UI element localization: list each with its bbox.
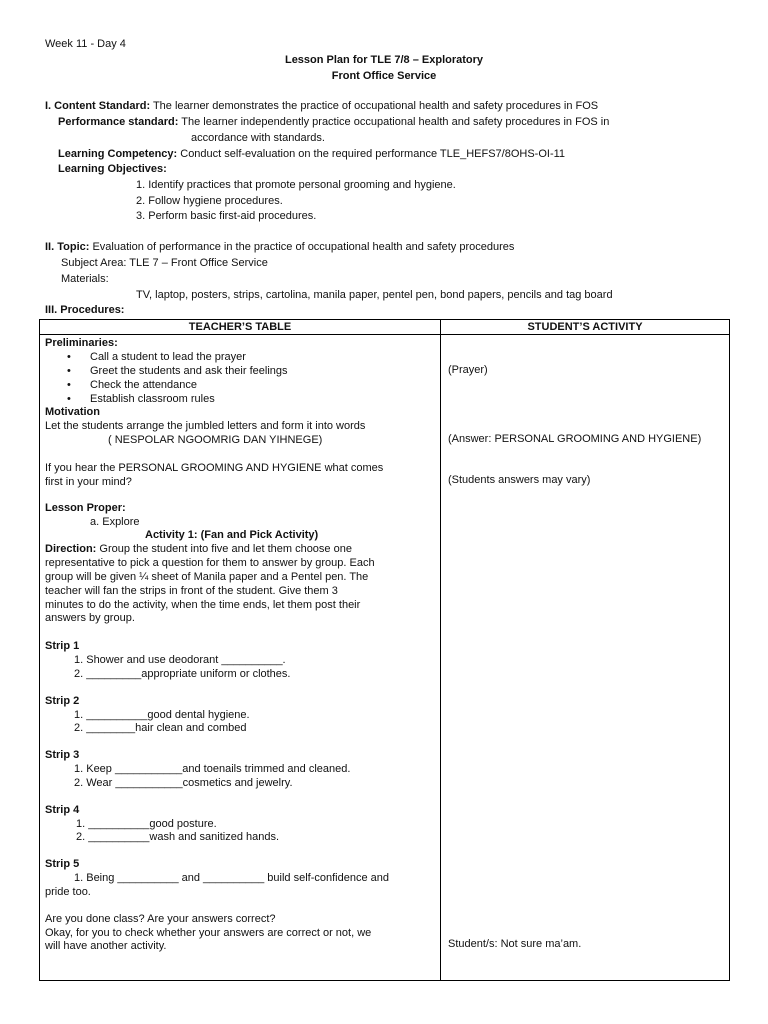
closing-text: Okay, for you to check whether your answers are correct or not, we	[45, 927, 372, 939]
performance-standard-label: Performance standard:	[58, 116, 179, 128]
closing-question: Are you done class? Are your answers correct?	[45, 913, 276, 925]
strip-item: 2. Wear ___________cosmetics and jewelry.	[74, 777, 293, 789]
strip-item: 2. ________hair clean and combed	[74, 722, 247, 734]
table-header-row	[40, 320, 730, 335]
motivation-text: Let the students arrange the jumbled letters and form it into words	[45, 420, 366, 432]
motivation-label: Motivation	[45, 406, 100, 418]
strip-item-cont: pride too.	[45, 886, 91, 898]
materials-text: TV, laptop, posters, strips, cartolina, manila paper, pentel pen, bond papers, pencils and tag board	[136, 289, 613, 301]
learning-competency-text: Conduct self-evaluation on the required performance TLE_HEFS7/8OHS-OI-11	[177, 148, 566, 160]
learning-competency-label: Learning Competency:	[58, 148, 178, 160]
performance-standard-cont: accordance with standards.	[191, 132, 325, 144]
direction-line: representative to pick a question for them to answer by group. Each	[45, 557, 375, 569]
content-standard-label: I. Content Standard:	[45, 100, 151, 112]
objective-item: 3. Perform basic first-aid procedures.	[136, 210, 317, 222]
jumbled-letters: ( NESPOLAR NGOOMRIG DAN YIHNEGE)	[108, 434, 323, 446]
strip-item: 1. Shower and use deodorant __________.	[74, 654, 286, 666]
closing-text-cont: will have another activity.	[45, 940, 167, 952]
strip-label: Strip 4	[45, 804, 80, 816]
direction-line: teacher will fan the strips in front of the student. Give them 3	[45, 585, 338, 597]
subject-area: Subject Area: TLE 7 – Front Office Service	[61, 257, 268, 269]
student-cell	[441, 335, 730, 981]
procedures-label: III. Procedures:	[45, 304, 125, 316]
list-item: • Call a student to lead the prayer	[65, 350, 288, 364]
question-text: If you hear the PERSONAL GROOMING AND HYGIENE what comes	[45, 462, 384, 474]
performance-standard-text: The learner independently practice occupational health and safety procedures in FOS in	[178, 116, 610, 128]
topic-text: Evaluation of performance in the practice of occupational health and safety procedures	[89, 241, 515, 253]
learning-objectives-label: Learning Objectives:	[58, 163, 167, 175]
topic-label: II. Topic:	[45, 241, 90, 253]
direction-text: Group the student into five and let them choose one	[96, 543, 352, 555]
procedures-table	[39, 319, 730, 981]
strip-label: Strip 2	[45, 695, 80, 707]
teacher-column-header: TEACHER’S TABLE	[40, 320, 441, 335]
student-answer: (Answer: PERSONAL GROOMING AND HYGIENE)	[448, 433, 702, 445]
objective-item: 1. Identify practices that promote personal grooming and hygiene.	[136, 179, 456, 191]
direction-line: answers by group.	[45, 612, 135, 624]
strip-item: 1. Keep ___________and toenails trimmed and cleaned.	[74, 763, 351, 775]
week-day-label: Week 11 - Day 4	[45, 38, 126, 50]
strip-item: 1. __________good posture.	[76, 818, 217, 830]
list-item: • Check the attendance	[65, 378, 288, 392]
list-item: • Greet the students and ask their feelings	[65, 364, 288, 378]
strip-label: Strip 1	[45, 640, 80, 652]
materials-label: Materials:	[61, 273, 109, 285]
strip-label: Strip 3	[45, 749, 80, 761]
student-not-sure: Student/s: Not sure ma’am.	[448, 938, 582, 950]
document-title: Lesson Plan for TLE 7/8 – Exploratory	[284, 54, 484, 66]
student-vary: (Students answers may vary)	[448, 474, 591, 486]
strip-item: 2. _________appropriate uniform or clothes.	[74, 668, 291, 680]
preliminaries-label: Preliminaries:	[45, 337, 118, 349]
document-subtitle: Front Office Service	[331, 70, 437, 82]
question-text-cont: first in your mind?	[45, 476, 132, 488]
preliminaries-list	[65, 350, 288, 406]
strip-label: Strip 5	[45, 858, 80, 870]
strip-item: 2. __________wash and sanitized hands.	[76, 831, 280, 843]
topic	[45, 240, 514, 254]
direction-line	[45, 542, 352, 556]
learning-competency	[58, 147, 565, 161]
list-item: • Establish classroom rules	[65, 392, 288, 406]
explore-label: a. Explore	[90, 516, 140, 528]
teacher-cell	[40, 335, 441, 981]
student-prayer: (Prayer)	[448, 364, 488, 376]
performance-standard	[58, 115, 609, 129]
activity-title: Activity 1: (Fan and Pick Activity)	[145, 529, 319, 541]
table-row	[40, 335, 730, 981]
strip-item: 1. __________good dental hygiene.	[74, 709, 250, 721]
direction-label: Direction:	[45, 543, 97, 555]
content-standard	[45, 99, 598, 113]
direction-line: minutes to do the activity, when the time ends, let them post their	[45, 599, 361, 611]
strip-item: 1. Being __________ and __________ build self-confidence and	[74, 872, 389, 884]
lesson-proper-label: Lesson Proper:	[45, 502, 126, 514]
objective-item: 2. Follow hygiene procedures.	[136, 195, 283, 207]
content-standard-text: The learner demonstrates the practice of occupational health and safety procedures in FOS	[150, 100, 599, 112]
student-column-header: STUDENT’S ACTIVITY	[441, 320, 730, 335]
direction-line: group will be given ¼ sheet of Manila paper and a Pentel pen. The	[45, 571, 369, 583]
